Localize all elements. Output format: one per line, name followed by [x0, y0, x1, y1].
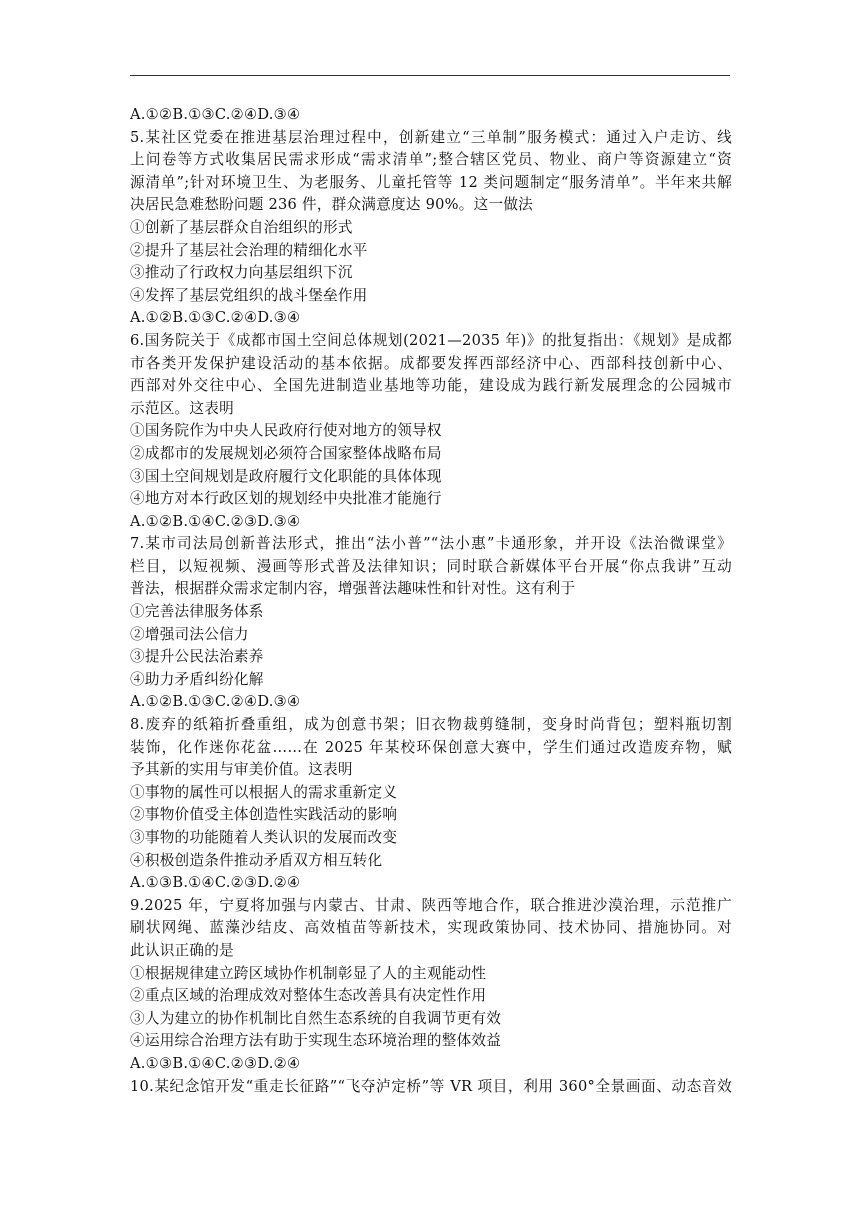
text-line: ③事物的功能随着人类认识的发展而改变 — [130, 829, 398, 846]
text-line: A.①②B.①③C.②④D.③④ — [130, 106, 301, 123]
document-body — [130, 104, 732, 1098]
header-rule — [130, 75, 730, 76]
text-line: 示范区。这表明 — [130, 399, 234, 417]
text-line: 上问卷等方式收集居民需求形成“需求清单”;整合辖区党员、物业、商户等资源建立“资 — [130, 151, 732, 169]
text-line: 决居民急难愁盼问题 236 件，群众满意度达 90%。这一做法 — [130, 196, 534, 214]
text-line: ④地方对本行政区划的规划经中央批准才能施行 — [130, 490, 442, 508]
text-line: ①根据规律建立跨区域协作机制彰显了人的主观能动性 — [130, 964, 487, 982]
text-line: 7.某市司法局创新普法形式，推出“法小普”“法小惠”卡通形象，并开设《法治微课堂》 — [130, 535, 732, 553]
text-line: 此认识正确的是 — [130, 941, 234, 959]
text-line: ②重点区域的治理成效对整体生态改善具有决定性作用 — [130, 987, 487, 1005]
text-line: ①创新了基层群众自治组织的形式 — [130, 218, 353, 236]
text-line: 5.某社区党委在推进基层治理过程中，创新建立“三单制”服务模式：通过入户走访、线 — [130, 128, 732, 146]
text-line: ③提升公民法治素养 — [130, 648, 264, 666]
text-line: A.①③B.①④C.②③D.②④ — [130, 874, 301, 892]
text-line: A.①③B.①④C.②③D.②④ — [130, 1054, 301, 1072]
text-line: ①国务院作为中央人民政府行使对地方的领导权 — [130, 422, 442, 440]
text-line: 普法，根据群众需求定制内容，增强普法趣味性和针对性。这有利于 — [130, 580, 576, 598]
text-line: 源清单”;针对环境卫生、为老服务、儿童托管等 12 类问题制定“服务清单”。半年来共解 — [130, 173, 732, 191]
text-line: ③国土空间规划是政府履行文化职能的具体体现 — [130, 467, 442, 485]
text-line: 6.国务院关于《成都市国土空间总体规划(2021—2035 年)》的批复指出：《规划》是成都 — [130, 331, 732, 349]
text-line: ④助力矛盾纠纷化解 — [130, 670, 264, 688]
text-line: ①完善法律服务体系 — [130, 603, 264, 621]
text-line: ②成都市的发展规划必须符合国家整体战略布局 — [130, 444, 442, 462]
text-line: 市各类开发保护建设活动的基本依据。成都要发挥西部经济中心、西部科技创新中心、 — [130, 354, 732, 372]
text-line: 栏目，以短视频、漫画等形式普及法律知识；同时联合新媒体平台开展“你点我讲”互动 — [130, 557, 732, 575]
text-line: 予其新的实用与审美价值。这表明 — [130, 761, 353, 779]
text-line: A.①②B.①③C.②④D.③④ — [130, 693, 301, 711]
text-line: 9.2025 年，宁夏将加强与内蒙古、甘肃、陕西等地合作，联合推进沙漠治理，示范推广 — [130, 896, 732, 914]
text-line: ④积极创造条件推动矛盾双方相互转化 — [130, 851, 383, 869]
text-line: ④运用综合治理方法有助于实现生态环境治理的整体效益 — [130, 1032, 502, 1050]
text-line: A.①②B.①③C.②④D.③④ — [130, 309, 301, 327]
text-line: ②提升了基层社会治理的精细化水平 — [130, 241, 368, 259]
text-line: 10.某纪念馆开发“重走长征路”“飞夺泸定桥”等 VR 项目，利用 360°全景画面、动态音效 — [130, 1077, 732, 1095]
text-line: ②事物价值受主体创造性实践活动的影响 — [130, 806, 398, 824]
text-line: 装饰，化作迷你花盆……在 2025 年某校环保创意大赛中，学生们通过改造废弃物，赋 — [130, 738, 732, 756]
text-line: A.①②B.①④C.②③D.③④ — [130, 512, 301, 530]
text-line: ③推动了行政权力向基层组织下沉 — [130, 264, 353, 282]
text-line: ④发挥了基层党组织的战斗堡垒作用 — [130, 286, 368, 304]
text-line: ②增强司法公信力 — [130, 625, 249, 643]
text-line: ③人为建立的协作机制比自然生态系统的自我调节更有效 — [130, 1009, 502, 1027]
text-line: 西部对外交往中心、全国先进制造业基地等功能，建设成为践行新发展理念的公园城市 — [130, 377, 732, 395]
text-line: 8.废弃的纸箱折叠重组，成为创意书架；旧衣物裁剪缝制，变身时尚背包；塑料瓶切割 — [130, 716, 732, 734]
text-line: ①事物的属性可以根据人的需求重新定义 — [130, 783, 398, 801]
text-line: 刷状网绳、蓝藻沙结皮、高效植苗等新技术，实现政策协同、技术协同、措施协同。对 — [130, 919, 732, 937]
